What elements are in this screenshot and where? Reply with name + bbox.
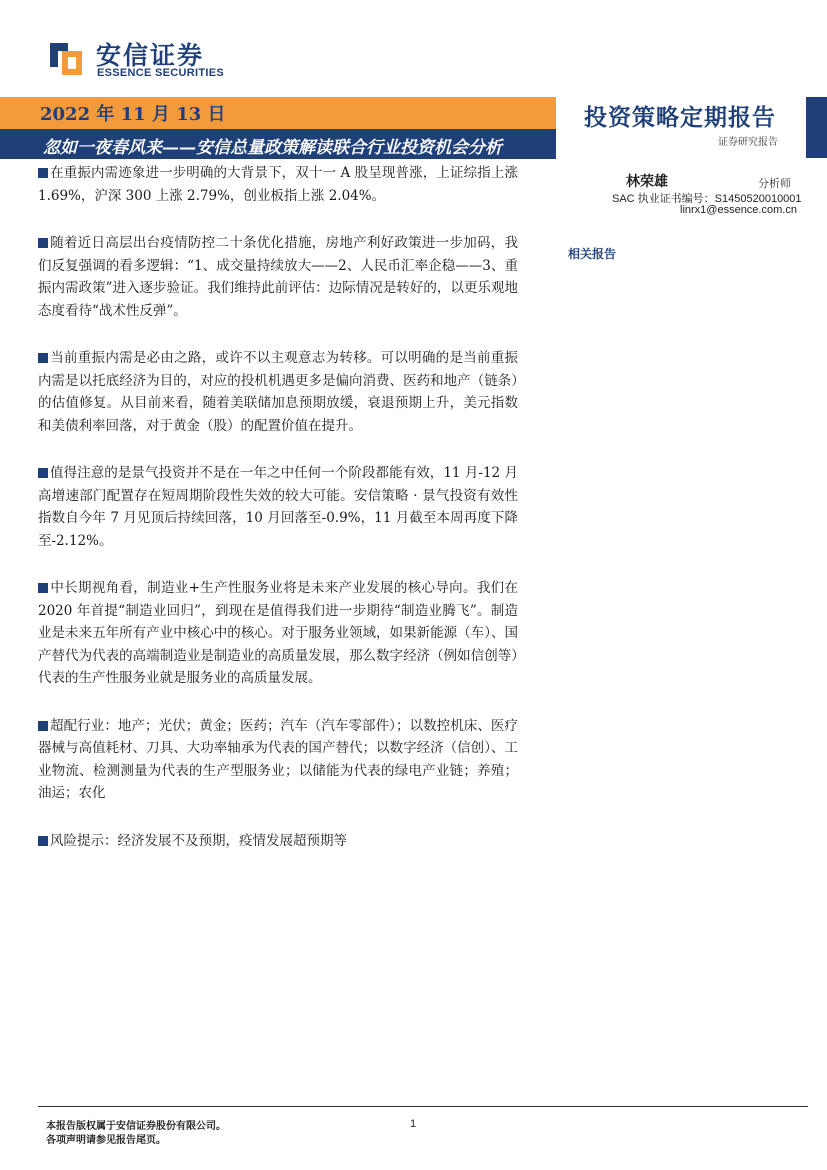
paragraph: 随着近日高层出台疫情防控二十条优化措施，房地产利好政策进一步加码，我们反复强调的看多逻辑：“1、成交量持续放大——2、人民币汇率企稳——3、重振内需政策”进入逐步验证。我们维持此前评估：边际情况是转好的，以更乐观地态度看待“战术性反弹”。 [38, 235, 518, 319]
analyst-sac-number: SAC 执业证书编号：S1450520010001 [612, 193, 802, 205]
bullet-square-icon [38, 836, 48, 846]
analyst-role: 分析师 [758, 177, 791, 190]
bullet-square-icon [38, 721, 48, 731]
paragraph: 风险提示：经济发展不及预期，疫情发展超预期等 [38, 830, 518, 853]
bullet-square-icon [38, 583, 48, 593]
footer-copyright: 本报告版权属于安信证券股份有限公司。 [46, 1121, 226, 1132]
report-type: 投资策略定期报告 [584, 104, 776, 131]
bullet-square-icon [38, 353, 48, 363]
paragraph: 值得注意的是景气投资并不是在一年之中任何一个阶段都能有效，11 月-12 月高增速部门配置存在短周期阶段性失效的较大可能。安信策略 · 景气投资有效性指数自今年 7 月见顶后持续回落，10 月回落至-0.9%，11 月截至本周再度下降至-2.12%。 [38, 465, 518, 549]
footer-divider [38, 1106, 808, 1107]
essence-logo-icon [46, 37, 86, 79]
paragraph: 在重振内需迹象进一步明确的大背景下，双十一 A 股呈现普涨，上证综指上涨 1.69%，沪深 300 上涨 2.79%，创业板指上涨 2.04%。 [38, 165, 518, 204]
edge-tab [806, 97, 827, 158]
bullet-square-icon [38, 238, 48, 248]
report-subtype: 证券研究报告 [718, 137, 778, 148]
paragraph: 中长期视角看，制造业+生产性服务业将是未来产业发展的核心导向。我们在 2020 年首提“制造业回归”，到现在是值得我们进一步期待“制造业腾飞”。制造业是未来五年所有产业中核心中的核心。对于服务业领域，如果新能源（车）、国产替代为代表的高端制造业是制造业的高质量发展，那么数字经济（例如信创等）代表的生产性服务业就是服务业的高质量发展。 [38, 580, 518, 686]
paragraph: 超配行业：地产；光伏；黄金；医药；汽车（汽车零部件）；以数控机床、医疗器械与高值耗材、刀具、大功率轴承为代表的国产替代；以数字经济（信创）、工业物流、检测测量为代表的生产型服务业；以储能为代表的绿电产业链；养殖；油运；农化 [38, 717, 518, 801]
bullet-square-icon [38, 468, 48, 478]
analyst-email[interactable]: linrx1@essence.com.cn [680, 204, 797, 216]
paragraph: 当前重振内需是必由之路，或许不以主观意志为转移。可以明确的是当前重振内需是以托底经济为目的，对应的投机机遇更多是偏向消费、医药和地产（链条）的估值修复。从目前来看，随着美联储加息预期放缓，衰退预期上升，美元指数和美债利率回落，对于黄金（股）的配置价值在提升。 [38, 350, 518, 434]
page-number: 1 [410, 1118, 417, 1130]
brand-name-en: ESSENCE SECURITIES [97, 67, 225, 79]
footer-disclaimer: 各项声明请参见报告尾页。 [46, 1135, 166, 1146]
report-date: 2022 年 11 月 13 日 [40, 104, 226, 125]
bullet-square-icon [38, 168, 48, 178]
brand-name-cn: 安信证券 [96, 41, 205, 70]
report-title: 忽如一夜春风来——安信总量政策解读联合行业投资机会分析 [43, 138, 502, 158]
related-reports-title: 相关报告 [568, 247, 617, 261]
report-body [38, 162, 518, 877]
analyst-name: 林荣雄 [626, 174, 668, 190]
